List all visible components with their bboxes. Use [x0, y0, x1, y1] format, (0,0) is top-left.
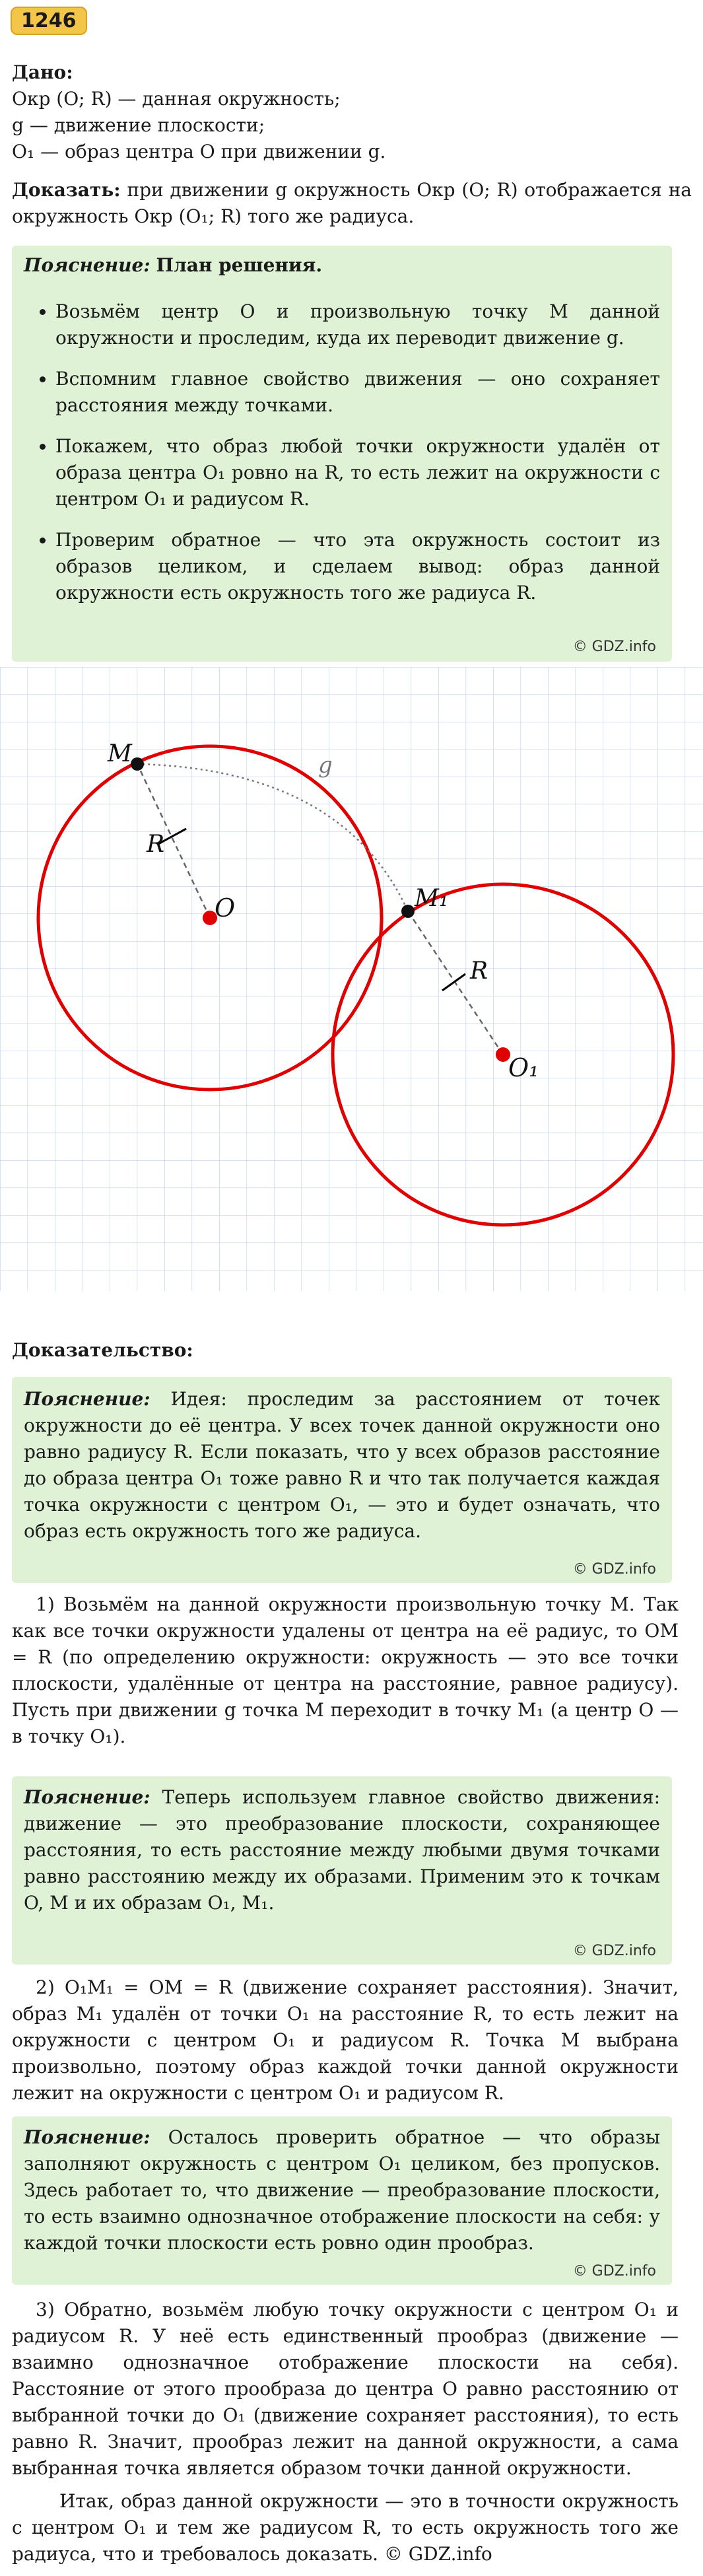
note-1 [12, 1377, 672, 1583]
plan-heading-bold: План решения. [156, 254, 323, 276]
given-line-2: g — движение плоскости; [12, 114, 265, 136]
label-g: g [318, 752, 333, 779]
task-number-badge: 1246 [11, 7, 87, 35]
plan-note [12, 246, 672, 662]
plan-item-1: • Возьмём центр O и произвольную точку M данной окружности и проследим, куда их переводит движение g. [55, 298, 660, 351]
note-2 [12, 1776, 672, 1965]
point-m [131, 757, 144, 771]
note3-credit: © GDZ.info [572, 2263, 656, 2280]
point-m1 [401, 905, 415, 918]
plan-list [24, 298, 660, 606]
note1-label: Пояснение: [24, 1388, 151, 1410]
label-o1: O₁ [508, 1053, 539, 1082]
conclusion: Итак, образ данной окружности — это в точности окружность с центром O₁ и тем же радиусом R, то есть окружность того же радиуса, что и требовалось доказать. © GDZ.info [12, 2490, 679, 2565]
note1-credit: © GDZ.info [572, 1561, 656, 1578]
prove-text: при движении g окружность Окр (O; R) отображается на окружность Окр (O₁; R) того же радиуса. [12, 179, 692, 227]
note3-text: Осталось проверить обратное — что образы заполняют окружность с центром O₁ целиком, без пропусков. Здесь работает то, что движение — преобразование плоскости, то есть взаимно однозначное отображение плоскости на себя: у каждой точки плоскости есть ровно один прообраз. [24, 2126, 660, 2254]
note3-label: Пояснение: [24, 2126, 151, 2148]
label-r1: R [147, 831, 165, 858]
label-r2: R [470, 957, 488, 985]
note1-text: Идея: проследим за расстоянием от точек окружности до её центра. У всех точек данной окружности оно равно радиусу R. Если показать, что у всех образов расстояние до образа центра O₁ тоже равно R и что так получается каждая точка окружности с центром O₁, — это и будет означать, что образ есть окружность того же радиуса. [24, 1388, 660, 1542]
plan-item-3: • Покажем, что образ любой точки окружности удалён от образа центра O₁ ровно на R, то есть лежит на окружности с центром O₁ и радиусом R. [55, 433, 660, 512]
prove-section [12, 177, 692, 230]
given-line-1: Окр (O; R) — данная окружность; [12, 88, 341, 110]
label-o: O [215, 893, 236, 922]
label-m1: M₁ [415, 885, 449, 912]
step-3: 3) Обратно, возьмём любую точку окружности с центром O₁ и радиусом R. У неё есть единственный прообраз (движение — взаимно однозначное отображение плоскости на себя). Расстояние от этого прообраза до центра O равно расстоянию от выбранной точки до O₁ (движение сохраняет расстояния), то есть равно R. Значит, прообраз лежит на данной окружности, а сама выбранная точка является образом точки данной окружности. [12, 2299, 679, 2479]
step-1: 1) Возьмём на данной окружности произвольную точку M. Так как все точки окружности удалены от центра на её радиус, то OM = R (по определению окружности: окружность — это все точки плоскости, удалённые от центра на расстояние, равное радиусу). Пусть при движении g точка M переходит в точку M₁ (а центр O — в точку O₁). [12, 1593, 679, 1747]
plan-item-4: • Проверим обратное — что эта окружность состоит из образов целиком, и сделаем вывод: образ данной окружности есть окружность того же радиуса R. [55, 527, 660, 606]
circle-mapping-figure [0, 667, 703, 1291]
plan-credit: © GDZ.info [572, 639, 656, 655]
prove-title: Доказать: [12, 179, 121, 201]
plan-item-2: • Вспомним главное свойство движения — оно сохраняет расстояния между точками. [55, 366, 660, 419]
note2-label: Пояснение: [24, 1786, 151, 1808]
step-2: 2) O₁M₁ = OM = R (движение сохраняет расстояния). Значит, образ M₁ удалён от точки O₁ на расстояние R, то есть лежит на окружности с центром O₁ и радиусом R. Точка M выбрана произвольно, поэтому образ каждой точки данной окружности лежит на окружности с центром O₁ и радиусом R. [12, 1976, 679, 2104]
label-m: M [108, 740, 132, 767]
note-3 [12, 2116, 672, 2285]
given-line-3: O₁ — образ центра O при движении g. [12, 141, 386, 162]
given-title: Дано: [12, 61, 73, 83]
note2-credit: © GDZ.info [572, 1943, 656, 1959]
note2-text: Теперь используем главное свойство движения: движение — это преобразование плоскости, сохраняющее расстояния, то есть расстояние между любыми двумя точками равно расстоянию между их образами. Применим это к точкам O, M и их образам O₁, M₁. [24, 1786, 661, 1914]
plan-heading-italic: Пояснение: [24, 254, 151, 276]
figure [0, 667, 703, 1291]
given-section [12, 59, 692, 165]
proof-title: Доказательство: [12, 1339, 193, 1361]
